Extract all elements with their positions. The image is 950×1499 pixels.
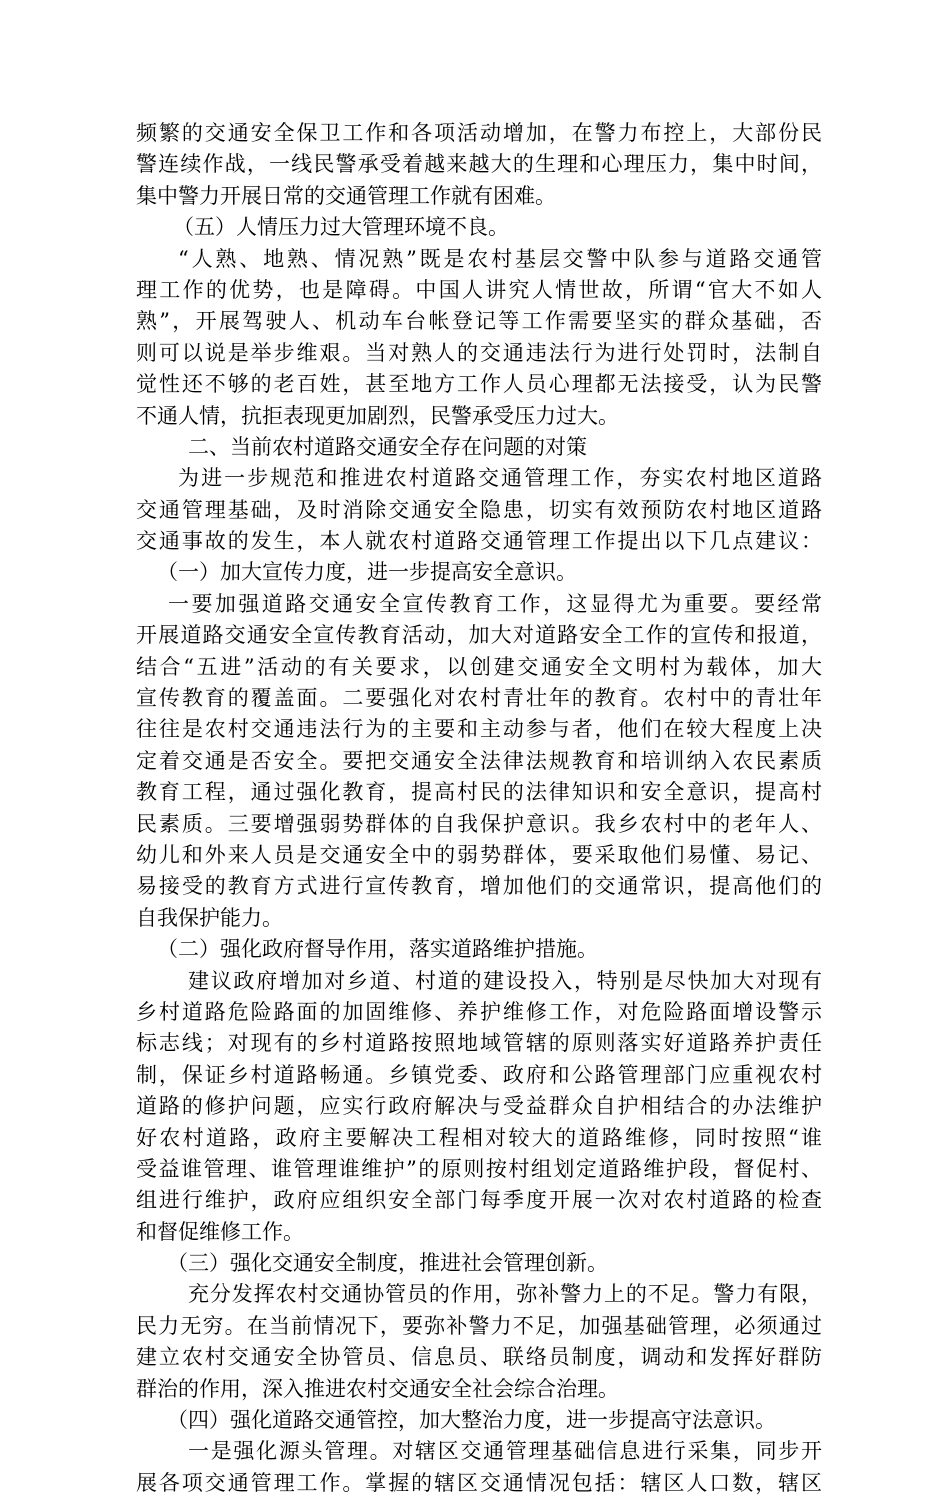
text-line: 建立农村交通安全协管员、信息员、联络员制度，调动和发挥好群防 bbox=[136, 1345, 822, 1370]
text-line: 觉性还不够的老百姓，甚至地方工作人员心理都无法接受，认为民警 bbox=[136, 372, 822, 397]
text-line: 一是强化源头管理。对辖区交通管理基础信息进行采集，同步开 bbox=[188, 1439, 822, 1464]
text-line: 警连续作战，一线民警承受着越来越大的生理和心理压力，集中时间， bbox=[136, 152, 822, 177]
section-heading: （一）加大宣传力度，进一步提高安全意识。 bbox=[157, 560, 577, 585]
text-line: “人熟、地熟、情况熟”既是农村基层交警中队参与道路交通管 bbox=[178, 246, 822, 271]
text-line: 充分发挥农村交通协管员的作用，弥补警力上的不足。警力有限， bbox=[188, 1282, 822, 1307]
text-line: 宣传教育的覆盖面。二要强化对农村青壮年的教育。农村中的青壮年 bbox=[136, 686, 822, 711]
section-heading: （五）人情压力过大管理环境不良。 bbox=[173, 215, 509, 240]
text-line: 群治的作用，深入推进农村交通安全社会综合治理。 bbox=[136, 1376, 619, 1401]
section-heading: 二、当前农村道路交通安全存在问题的对策 bbox=[188, 434, 587, 459]
text-line: 频繁的交通安全保卫工作和各项活动增加，在警力布控上，大部份民 bbox=[136, 121, 822, 145]
text-line: 制，保证乡村道路畅通。乡镇党委、政府和公路管理部门应重视农村 bbox=[136, 1062, 822, 1087]
text-line: 开展道路交通安全宣传教育活动，加大对道路安全工作的宣传和报道， bbox=[136, 623, 822, 648]
document-body bbox=[136, 118, 822, 1499]
text-line: 一要加强道路交通安全宣传教育工作，这显得尤为重要。要经常 bbox=[168, 591, 822, 616]
text-line: 为进一步规范和推进农村道路交通管理工作，夯实农村地区道路 bbox=[178, 466, 822, 491]
text-line: 交通事故的发生，本人就农村道路交通管理工作提出以下几点建议： bbox=[136, 529, 822, 554]
section-heading: （三）强化交通安全制度，推进社会管理创新。 bbox=[167, 1251, 608, 1276]
text-line: 好农村道路，政府主要解决工程相对较大的道路维修，同时按照“谁 bbox=[136, 1125, 822, 1150]
text-line: 易接受的教育方式进行宣传教育，增加他们的交通常识，提高他们的 bbox=[136, 874, 822, 899]
text-line: 定着交通是否安全。要把交通安全法律法规教育和培训纳入农民素质 bbox=[136, 748, 822, 773]
text-line: 展各项交通管理工作。掌握的辖区交通情况包括：辖区人口数，辖区 bbox=[136, 1470, 822, 1495]
text-line: 幼儿和外来人员是交通安全中的弱势群体，要采取他们易懂、易记、 bbox=[136, 842, 822, 867]
text-line: 交通管理基础，及时消除交通安全隐患，切实有效预防农村地区道路 bbox=[136, 497, 822, 522]
text-line: 理工作的优势，也是障碍。中国人讲究人情世故，所谓“官大不如人 bbox=[136, 277, 822, 302]
text-line: 往往是农村交通违法行为的主要和主动参与者，他们在较大程度上决 bbox=[136, 717, 822, 742]
text-line: 不通人情，抗拒表现更加剧烈，民警承受压力过大。 bbox=[136, 403, 619, 428]
text-line: 标志线；对现有的乡村道路按照地域管辖的原则落实好道路养护责任 bbox=[136, 1031, 822, 1056]
text-line: 受益谁管理、谁管理谁维护”的原则按村组划定道路维护段，督促村、 bbox=[136, 1156, 822, 1181]
text-line: 民素质。三要增强弱势群体的自我保护意识。我乡农村中的老年人、 bbox=[136, 811, 822, 836]
section-heading: （二）强化政府督导作用，落实道路维护措施。 bbox=[157, 937, 598, 962]
text-line: 乡村道路危险路面的加固维修、养护维修工作，对危险路面增设警示 bbox=[136, 999, 822, 1024]
text-line: 建议政府增加对乡道、村道的建设投入，特别是尽快加大对现有 bbox=[188, 968, 822, 993]
text-line: 民力无穷。在当前情况下，要弥补警力不足，加强基础管理，必须通过 bbox=[136, 1313, 822, 1338]
text-line: 组进行维护，政府应组织安全部门每季度开展一次对农村道路的检查 bbox=[136, 1188, 822, 1213]
text-line: 结合“五进”活动的有关要求，以创建交通安全文明村为载体，加大 bbox=[136, 654, 822, 679]
text-line: 教育工程，通过强化教育，提高村民的法律知识和安全意识，提高村 bbox=[136, 780, 822, 805]
section-heading: （四）强化道路交通管控，加大整治力度，进一步提高守法意识。 bbox=[167, 1408, 776, 1433]
text-line: 道路的修护问题，应实行政府解决与受益群众自护相结合的办法维护 bbox=[136, 1094, 822, 1119]
text-line: 和督促维修工作。 bbox=[136, 1219, 304, 1244]
text-line: 自我保护能力。 bbox=[136, 905, 283, 930]
text-line: 熟”，开展驾驶人、机动车台帐登记等工作需要坚实的群众基础，否 bbox=[136, 309, 822, 334]
text-line: 集中警力开展日常的交通管理工作就有困难。 bbox=[136, 183, 556, 208]
text-line: 则可以说是举步维艰。当对熟人的交通违法行为进行处罚时，法制自 bbox=[136, 340, 822, 365]
